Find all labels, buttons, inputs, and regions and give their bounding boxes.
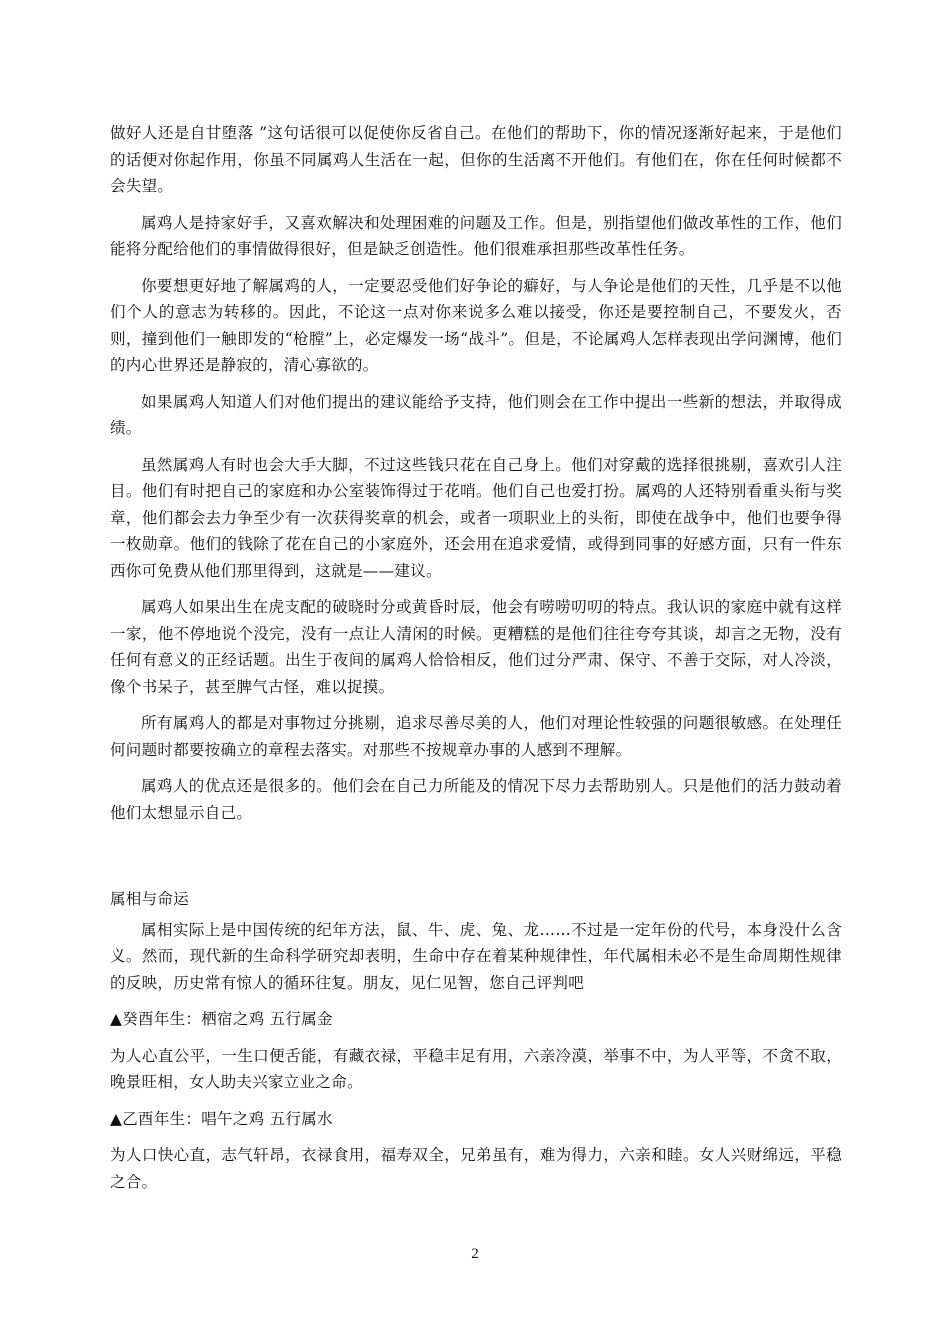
- paragraph-2: 属鸡人是持家好手，又喜欢解决和处理困难的问题及工作。但是，别指望他们做改革性的工作，他们能将分配给他们的事情做得很好，但是缺乏创造性。他们很难承担那些改革性任务。: [110, 213, 842, 258]
- paragraph-3: 你要想更好地了解属鸡的人，一定要忍受他们好争论的癖好，与人争论是他们的天性，几乎是不以他们个人的意志为转移的。因此，不论这一点对你来说多么难以接受，你还是要控制自己，不要发火，否则，撞到他们一触即发的“枪膛”上，必定爆发一场“战斗”。但是，不论属鸡人怎样表现出学问渊博，他们的内心世界还是静寂的，清心寡欲的。: [110, 276, 842, 374]
- paragraph-7: 所有属鸡人的都是对事物过分挑剔，追求尽善尽美的人，他们对理论性较强的问题很敏感。在处理任何问题时都要按确立的章程去落实。对那些不按规章办事的人感到不理解。: [110, 714, 842, 759]
- paragraph-6: 属鸡人如果出生在虎支配的破晓时分或黄昏时辰，他会有唠唠叨叨的特点。我认识的家庭中就有这样一家，他不停地说个没完，没有一点让人清闲的时候。更糟糕的是他们往往夸夸其谈，却言之无物，没有任何有意义的正经话题。出生于夜间的属鸡人恰恰相反，他们过分严肃、保守、不善于交际，对人冷淡，像个书呆子，甚至脾气古怪，难以捉摸。: [110, 598, 842, 696]
- section-title: 属相与命运: [110, 890, 190, 908]
- section-intro: 属相实际上是中国传统的纪年方法，鼠、牛、虎、兔、龙……不过是一定年份的代号，本身没什么含义。然而，现代新的生命科学研究却表明，生命中存在着某种规律性，年代属相未必不是生命周期性规律的反映，历史常有惊人的循环往复。朋友，见仁见智，您自己评判吧: [110, 920, 842, 992]
- paragraph-4: 如果属鸡人知道人们对他们提出的建议能给予支持，他们则会在工作中提出一些新的想法，并取得成绩。: [110, 392, 842, 437]
- document-page: [110, 120, 842, 1205]
- paragraph-5: 虽然属鸡人有时也会大手大脚，不过这些钱只花在自己身上。他们对穿戴的选择很挑剔，喜欢引人注目。他们有时把自己的家庭和办公室装饰得过于花哨。他们自己也爱打扮。属鸡的人还特别看重头衔与奖章，他们都会去力争至少有一次获得奖章的机会，或者一项职业上的头衔，即使在战争中，他们也要争得一枚勋章。他们的钱除了花在自己的小家庭外，还会用在追求爱情，或得到同事的好感方面，只有一件东西你可免费从他们那里得到，这就是——建议。: [110, 455, 842, 580]
- entry-text-guiyou: 为人心直公平，一生口便舌能，有藏衣禄，平稳丰足有用，六亲冷漠，举事不中，为人平等，不贪不取，晚景旺相，女人助夫兴家立业之命。: [110, 1046, 842, 1091]
- page-number: 2: [471, 1246, 479, 1262]
- entry-heading-yiyou: ▲乙酉年生：唱午之鸡 五行属水: [110, 1109, 333, 1128]
- section-spacer: [110, 836, 842, 886]
- paragraph-8: 属鸡人的优点还是很多的。他们会在自己力所能及的情况下尽力去帮助别人。只是他们的活力鼓动着他们太想显示自己。: [110, 777, 842, 822]
- entry-text-yiyou: 为人口快心直，志气轩昂，衣禄食用，福寿双全，兄弟虽有，难为得力，六亲和睦。女人兴财绵远，平稳之合。: [110, 1146, 842, 1191]
- paragraph-1: 做好人还是自甘堕落 ”这句话很可以促使你反省自己。在他们的帮助下，你的情况逐渐好起来，于是他们的话便对你起作用，你虽不同属鸡人生活在一起，但你的生活离不开他们。有他们在，你在任何时候都不会失望。: [110, 124, 842, 195]
- entry-heading-guiyou: ▲癸酉年生：栖宿之鸡 五行属金: [110, 1010, 333, 1028]
